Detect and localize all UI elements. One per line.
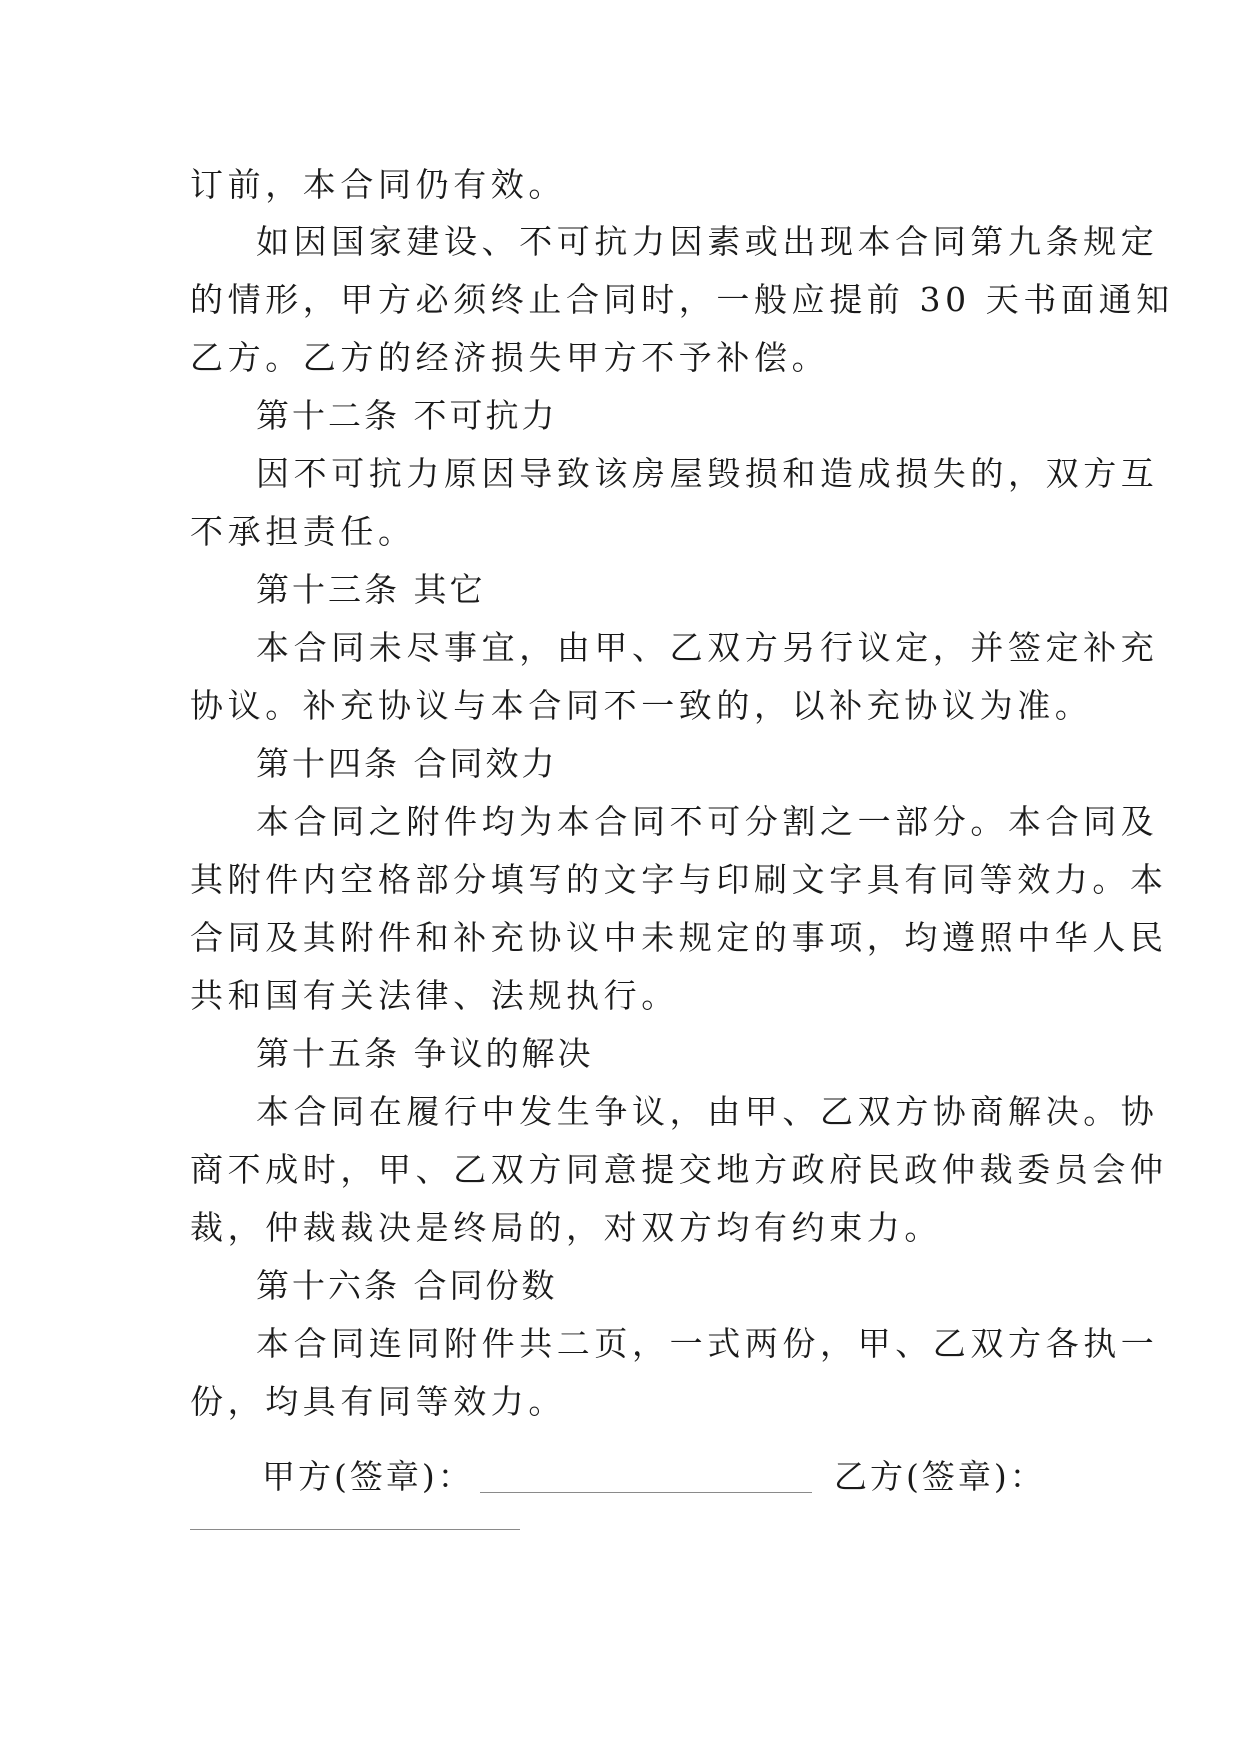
paragraph-line: 协议。补充协议与本合同不一致的，以补充协议为准。 [190, 686, 1093, 725]
party-b-signature-blank [190, 1529, 520, 1530]
paragraph-line: 其附件内空格部分填写的文字与印刷文字具有同等效力。本 [190, 860, 1168, 899]
paragraph-line: 合同及其附件和补充协议中未规定的事项，均遵照中华人民 [190, 918, 1168, 957]
article-heading: 第十三条 其它 [256, 570, 486, 609]
paragraph-line: 商不成时，甲、乙双方同意提交地方政府民政仲裁委员会仲 [190, 1150, 1168, 1189]
article-heading: 第十五条 争议的解决 [256, 1034, 594, 1073]
paragraph-line: 不承担责任。 [190, 512, 416, 551]
paragraph-line: 本合同未尽事宜，由甲、乙双方另行议定，并签定补充 [256, 628, 1159, 667]
party-b-signature-label: 乙方(签章)： [834, 1457, 1046, 1496]
paragraph-line: 裁，仲裁裁决是终局的，对双方均有约束力。 [190, 1208, 942, 1247]
article-heading: 第十六条 合同份数 [256, 1266, 558, 1305]
party-a-signature-label: 甲方(签章)： [262, 1457, 474, 1496]
party-a-signature-blank [480, 1492, 812, 1493]
paragraph-line: 共和国有关法律、法规执行。 [190, 976, 679, 1015]
article-heading: 第十四条 合同效力 [256, 744, 558, 783]
paragraph-line: 乙方。乙方的经济损失甲方不予补偿。 [190, 338, 830, 377]
paragraph-line: 本合同之附件均为本合同不可分割之一部分。本合同及 [256, 802, 1159, 841]
paragraph-line: 如因国家建设、不可抗力因素或出现本合同第九条规定 [256, 222, 1159, 261]
paragraph-line: 本合同在履行中发生争议，由甲、乙双方协商解决。协 [256, 1092, 1159, 1131]
paragraph-line: 本合同连同附件共二页，一式两份，甲、乙双方各执一 [256, 1324, 1159, 1363]
article-heading: 第十二条 不可抗力 [256, 396, 558, 435]
paragraph-line: 份，均具有同等效力。 [190, 1382, 566, 1421]
signature-row [262, 1448, 1062, 1506]
paragraph-line: 因不可抗力原因导致该房屋毁损和造成损失的，双方互 [256, 454, 1159, 493]
paragraph-line: 的情形，甲方必须终止合同时，一般应提前 30 天书面通知 [190, 280, 1174, 319]
paragraph-line: 订前，本合同仍有效。 [190, 165, 566, 204]
